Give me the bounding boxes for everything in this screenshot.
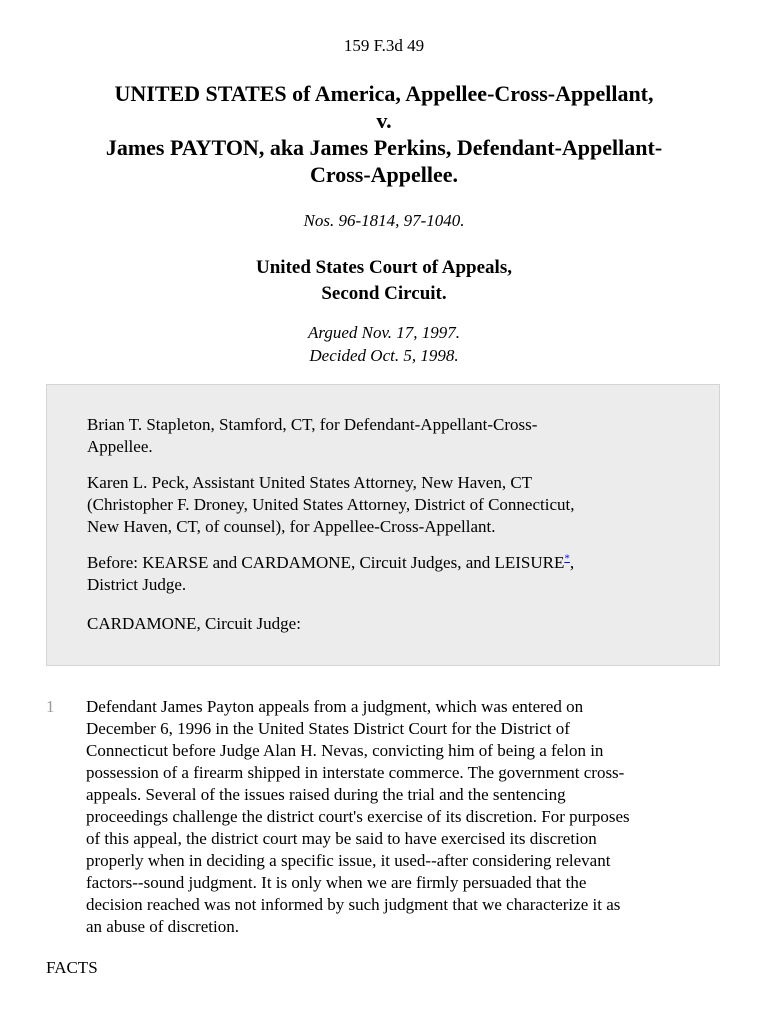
caption-versus: v. bbox=[376, 108, 392, 133]
decided-date: Decided Oct. 5, 1998. bbox=[309, 346, 459, 365]
paragraph-line: appeals. Several of the issues raised during the trial and the sentencing bbox=[86, 785, 566, 804]
court-name-line2: Second Circuit. bbox=[321, 283, 447, 304]
court-name bbox=[0, 255, 768, 307]
case-dates bbox=[0, 321, 768, 367]
panel-judges bbox=[87, 552, 679, 596]
government-counsel-line2: (Christopher F. Droney, United States Attorney, District of Connecticut, bbox=[87, 495, 575, 514]
footnote-link[interactable]: * bbox=[564, 552, 570, 565]
case-caption bbox=[0, 80, 768, 188]
paragraph-line: factors--sound judgment. It is only when we are firmly persuaded that the bbox=[86, 873, 587, 892]
defendant-counsel-line1: Brian T. Stapleton, Stamford, CT, for Defendant-Appellant-Cross- bbox=[87, 415, 538, 434]
panel-judges-comma: , bbox=[569, 553, 575, 572]
paragraph-line: Defendant James Payton appeals from a judgment, which was entered on bbox=[86, 697, 584, 716]
paragraph-line: Connecticut before Judge Alan H. Nevas, convicting him of being a felon in bbox=[86, 741, 604, 760]
caption-appellant: James PAYTON, aka James Perkins, Defendant-Appellant- bbox=[105, 135, 663, 160]
paragraph-line: of this appeal, the district court may be said to have exercised its discretion bbox=[86, 829, 597, 848]
docket-numbers: Nos. 96-1814, 97-1040. bbox=[303, 211, 465, 230]
paragraph-line: an abuse of discretion. bbox=[86, 917, 239, 936]
government-counsel-line1: Karen L. Peck, Assistant United States Attorney, New Haven, CT bbox=[87, 473, 533, 492]
opinion-author: CARDAMONE, Circuit Judge: bbox=[87, 614, 301, 633]
defendant-counsel-line2: Appellee. bbox=[87, 437, 153, 456]
court-name-line1: United States Court of Appeals, bbox=[256, 257, 512, 278]
counsel-panel bbox=[46, 384, 720, 666]
paragraph-line: December 6, 1996 in the United States District Court for the District of bbox=[86, 719, 570, 738]
paragraph-text bbox=[86, 696, 726, 938]
government-counsel bbox=[87, 472, 679, 538]
panel-judges-line2: District Judge. bbox=[87, 575, 187, 594]
government-counsel-line3: New Haven, CT, of counsel), for Appellee-Cross-Appellant. bbox=[87, 517, 496, 536]
paragraph-line: decision reached was not informed by such judgment that we characterize it as bbox=[86, 895, 621, 914]
citation: 159 F.3d 49 bbox=[343, 36, 425, 55]
paragraph-line: possession of a firearm shipped in interstate commerce. The government cross- bbox=[86, 763, 625, 782]
caption-appellant-continued: Cross-Appellee. bbox=[309, 162, 459, 187]
paragraph-number: 1 bbox=[46, 697, 55, 716]
paragraph-line: properly when in deciding a specific issue, it used--after considering relevant bbox=[86, 851, 611, 870]
argued-date: Argued Nov. 17, 1997. bbox=[307, 323, 461, 342]
defendant-counsel bbox=[87, 414, 679, 458]
panel-judges-text: Before: KEARSE and CARDAMONE, Circuit Judges, and LEISURE bbox=[87, 553, 565, 572]
paragraph-line: proceedings challenge the district court's exercise of its discretion. For purposes bbox=[86, 807, 630, 826]
caption-appellee: UNITED STATES of America, Appellee-Cross-Appellant, bbox=[114, 81, 654, 106]
section-heading-facts: FACTS bbox=[46, 958, 98, 977]
